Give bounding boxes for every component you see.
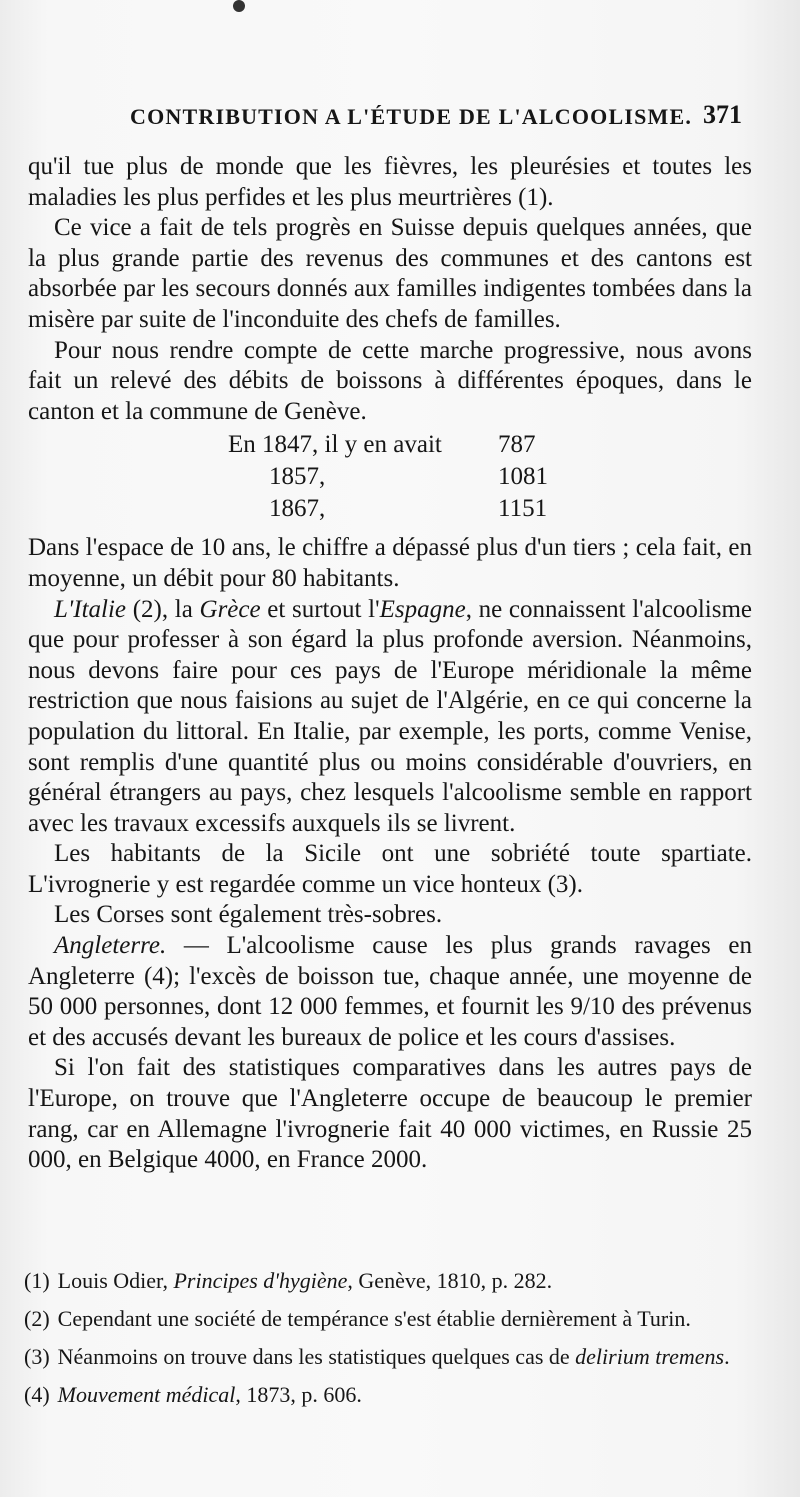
footnote — [24, 1380, 754, 1410]
body-text — [28, 152, 752, 1176]
table-label: 1867, — [269, 495, 326, 523]
book-title: Principes d'hygiène — [173, 1268, 348, 1293]
table-row — [28, 495, 752, 527]
paragraph: Les habitants de la Sicile ont une sobriété toute spartiate. L'ivrognerie y est regardée comme un vice honteux (3). — [28, 840, 752, 898]
paragraph: Les Corses sont également très-sobres. — [54, 901, 443, 929]
text-run: — L'alcoolisme cause les plus grands ravages en Angleterre (4); l'excès de boisson tue, chaque année, une moyenne de 50 000 personnes, dont 12 000 femmes, et fournit les 9/10 des prévenus et des accusés devant les bureaux de police et les cours d'assises. — [28, 932, 752, 1051]
footnote — [24, 1266, 754, 1296]
text-run: Néanmoins on trouve dans les statistiques quelques cas de — [57, 1344, 576, 1369]
text-run: Louis Odier, — [57, 1268, 174, 1293]
footnote-marker: (3) — [24, 1344, 50, 1369]
journal-title: Mouvement médical — [57, 1382, 236, 1407]
latin-term: delirium tremens — [575, 1344, 725, 1369]
text-run: et surtout l' — [260, 595, 380, 623]
text-run: (2), la — [126, 595, 200, 623]
text-run: , Genève, 1810, p. 282. — [347, 1268, 553, 1293]
running-header — [0, 100, 800, 140]
section-heading: Angleterre. — [54, 932, 167, 960]
page-number: 371 — [703, 100, 742, 129]
table-label: En 1847, il y en avait — [228, 431, 442, 459]
table-row — [28, 463, 752, 495]
statistics-table — [28, 431, 752, 527]
footnote: (3) Néanmoins on trouve dans les statistiques quelques cas de delirium tremens. — [24, 1344, 730, 1369]
text-run: , 1873, p. 606. — [235, 1382, 362, 1407]
paragraph — [28, 595, 752, 840]
table-value: 787 — [498, 431, 536, 459]
text-run: , ne connaissent l'alcoolisme que pour professer à son égard la plus profonde aversion. Néanmoins, nous devons faire pour ces pays de l'Europe méridionale la même restriction que nous faisions au sujet de l'Algérie, en ce qui concerne la population du littoral. En Italie, par exemple, les ports, comme Venise, sont remplis d'une quantité plus ou moins considérable d'ouvriers, en général étrangers au pays, chez lesquels l'alcoolisme semble en rapport avec les travaux excessifs auxquels ils se livrent. — [28, 595, 752, 837]
running-title: CONTRIBUTION A L'ÉTUDE DE L'ALCOOLISME. — [130, 104, 693, 129]
ink-dot — [233, 0, 245, 12]
table-row — [28, 431, 752, 463]
footnote-marker: (2) — [24, 1306, 50, 1331]
italic-country: Grèce — [199, 595, 261, 623]
paragraph: Pour nous rendre compte de cette marche progressive, nous avons fait un relevé des débits de boissons à différentes époques, dans le canton et la commune de Genève. — [28, 336, 752, 425]
table-value: 1151 — [498, 495, 548, 523]
italic-country: Espagne — [379, 595, 466, 623]
table-value: 1081 — [498, 463, 548, 491]
paragraph: Dans l'espace de 10 ans, le chiffre a dépassé plus d'un tiers ; cela fait, en moyenne, un débit pour 80 habitants. — [28, 534, 752, 592]
paragraph: Si l'on fait des statistiques comparatives dans les autres pays de l'Europe, on trouve que l'Angleterre occupe de beaucoup le premier rang, car en Allemagne l'ivrognerie fait 40 000 victimes, en Russie 25 000, en Belgique 4000, en France 2000. — [28, 1054, 752, 1174]
footnote-marker: (4) — [24, 1382, 50, 1407]
paragraph: qu'il tue plus de monde que les fièvres, les pleurésies et toutes les maladies les plus perfides et les plus meurtrières (1). — [28, 153, 752, 211]
italic-country: L'Italie — [54, 595, 127, 623]
paragraph — [28, 931, 752, 1053]
text-run: Cependant une société de tempérance s'est établie dernièrement à Turin. — [57, 1306, 691, 1331]
table-label: 1857, — [269, 463, 326, 491]
footnote — [24, 1304, 754, 1334]
footnote-marker: (1) — [24, 1268, 50, 1293]
footnotes — [24, 1266, 754, 1418]
paragraph: Ce vice a fait de tels progrès en Suisse depuis quelques années, que la plus grande partie des revenus des communes et des cantons est absorbée par les secours donnés aux familles indigentes tombées dans la misère par suite de l'inconduite des chefs de familles. — [28, 214, 752, 333]
